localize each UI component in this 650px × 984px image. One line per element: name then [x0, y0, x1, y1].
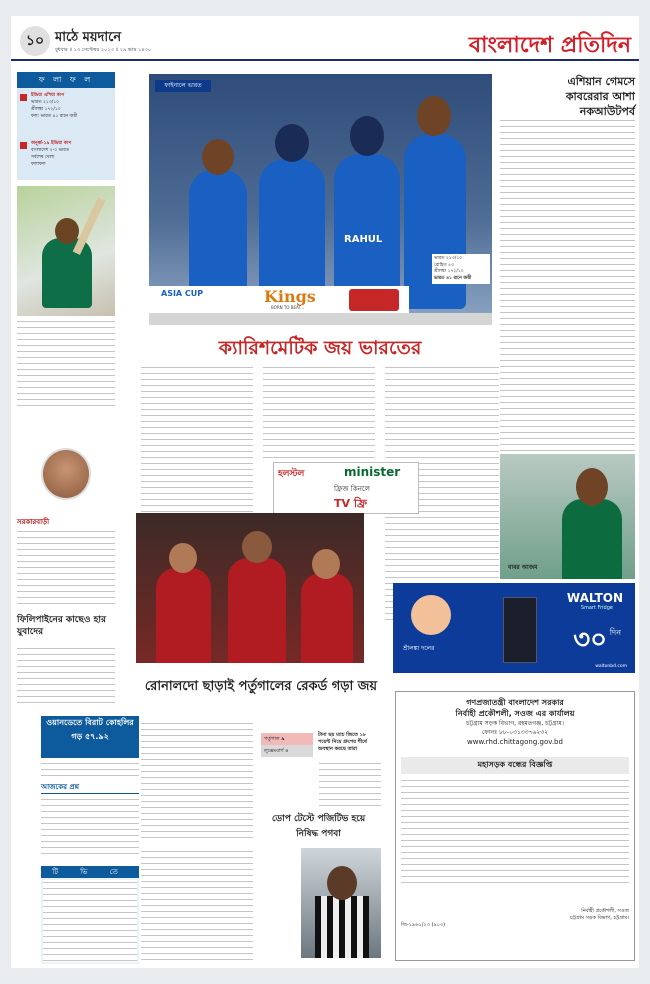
- story-column: [141, 721, 253, 839]
- headline-line: কাবরেরার আশা: [565, 90, 635, 103]
- tv-title: টি ভি তে: [41, 866, 139, 878]
- player-face: [411, 595, 451, 635]
- photo-caption: বাবর আজম: [508, 564, 538, 571]
- result-line: শ্রীলঙ্কা ১৭২/১০: [31, 107, 61, 112]
- columnist-avatar: [41, 448, 91, 500]
- walton-logo: WALTON: [566, 591, 623, 605]
- kings-logo: Kings: [264, 287, 316, 306]
- page-number: ১০: [20, 26, 50, 56]
- babar-photo: [500, 454, 635, 579]
- photo-caption: [17, 319, 115, 409]
- pogba-photo: [301, 848, 381, 958]
- sponsor-strip: [149, 286, 409, 313]
- pogba-headline: ডোপ টেস্টে পজিটিভ হয়ে নিষিদ্ধ পগবা: [271, 814, 366, 839]
- quiz-body: [41, 797, 139, 855]
- kings-tagline: BORN TO BEAT...: [271, 305, 305, 310]
- score-line: ভারত ২১৩/১০: [434, 256, 463, 261]
- column-title: সরকারবাড়ী: [17, 518, 50, 526]
- notice-heading: মহাসড়ক বন্ধের বিজ্ঞপ্তি: [401, 757, 629, 774]
- stat-box: [41, 716, 139, 758]
- ad-brand: হলস্টল: [278, 469, 305, 479]
- notice-title: গণপ্রজাতন্ত্রী বাংলাদেশ সরকার: [466, 698, 564, 707]
- minister-ad: [273, 462, 419, 514]
- jersey-name: RAHUL: [344, 234, 383, 245]
- player-figure: [156, 568, 211, 663]
- player-head: [327, 866, 357, 900]
- walton-days: ৩০: [573, 625, 607, 655]
- player-shirt: [562, 499, 622, 579]
- score-card: [432, 254, 490, 284]
- score-line: ভারত ৪১ রানে জয়ী: [434, 275, 472, 281]
- main-headline: ক্যারিশমেটিক জয় ভারতের: [218, 337, 422, 359]
- result-title: ইন্ডিয়া এশিয়া কাপ: [31, 93, 65, 98]
- story-column: [141, 849, 253, 961]
- notice-address: চট্টগ্রাম সড়ক বিভাগ, রহমতগঞ্জ, চট্টগ্রাম।: [466, 720, 564, 727]
- ad-sub: ফ্রিজ কিনলে: [334, 485, 370, 493]
- score-line: শ্রীলঙ্কা ১৭২/১০: [434, 269, 464, 274]
- player-head: [312, 549, 340, 579]
- walton-unit: দিন: [609, 628, 621, 637]
- score-line: রোহিত ৫৩: [434, 262, 454, 268]
- player-figure: [228, 558, 286, 663]
- headline-line: এশিয়ান গেমসে: [567, 75, 635, 88]
- story-column: [263, 365, 375, 460]
- team-score: ০: [285, 748, 289, 754]
- side-headline: [500, 74, 635, 119]
- result-line: সর্বশেষ খেলা: [31, 155, 55, 160]
- section-title: মাঠে ময়দানে: [55, 30, 122, 45]
- player-figure: [301, 573, 353, 663]
- ad-offer: TV ফ্রি: [334, 497, 367, 510]
- notice-phone: ফোনঃ ৮৮-০৩১৩৩৭৬২৩২: [481, 729, 549, 736]
- side-story-body: [500, 118, 635, 453]
- portugal-photo: [136, 513, 364, 663]
- notice-ref: জি-১৯৬১/২৩ (৯০৩): [401, 922, 446, 928]
- price-badge: [349, 289, 399, 311]
- result-item: [31, 140, 111, 168]
- stat-title: ওয়ানডেতে বিরাট কোহলির: [46, 718, 134, 727]
- tv-schedule: [41, 866, 139, 964]
- walton-player: শ্রীলঙ্কা দলের: [403, 645, 435, 652]
- story-column: [319, 761, 381, 806]
- ronaldo-headline: রোনালদো ছাড়াই পর্তুগালের রেকর্ড গড়া জয়: [144, 679, 378, 694]
- issue-date: বুধবার ॥ ১৩ সেপ্টেম্বর ২০২৩ ॥ ২৯ ভাদ্র ১৪৩০: [55, 47, 152, 53]
- score-row: [261, 745, 313, 757]
- player-shirt: [42, 238, 92, 308]
- batsman-photo: [17, 186, 115, 316]
- stat-body: [41, 761, 139, 779]
- results-box: [17, 72, 115, 180]
- team-name: লুক্সেমবার্গ: [264, 748, 284, 754]
- newspaper-page: [11, 16, 639, 968]
- player-head: [576, 468, 608, 506]
- result-title: অনূর্ধ্ব-১৯ ইন্ডিয়া কাপ: [31, 141, 72, 146]
- quiz-title: আজকের প্রশ্ন: [41, 781, 139, 794]
- player-head: [242, 531, 272, 563]
- score-table: [261, 733, 313, 757]
- result-line: ফলাফল: [31, 162, 46, 167]
- pull-quote: টানা ছয় ম্যাচ জিতে ১৮ পয়েন্ট নিয়ে গ্রুপের শীর্ষে অবস্থান করছে তারা: [318, 732, 367, 752]
- player-head: [417, 96, 451, 136]
- player-head: [169, 543, 197, 573]
- team-score: ৯: [281, 736, 285, 742]
- walton-sub: Smart Fridge: [580, 605, 613, 611]
- notice-sign-office: চট্টগ্রাম সড়ক বিভাগ, চট্টগ্রাম।: [570, 915, 629, 921]
- player-shirt: [315, 896, 369, 958]
- column-body: [17, 529, 115, 609]
- story-body: [17, 646, 115, 708]
- notice-website: www.rhd.chittagong.gov.bd: [467, 738, 563, 746]
- result-line: ফল: ভারত ৪১ রানে জয়ী: [31, 114, 78, 119]
- walton-site: waltonbd.com: [595, 664, 627, 669]
- results-title: ফ লা ফ ল: [17, 72, 115, 88]
- page-header: [11, 16, 639, 61]
- ad-brand: minister: [344, 465, 401, 479]
- notice-signature: নির্বাহী প্রকৌশলী, সওজ: [581, 908, 629, 914]
- hero-photo: [149, 74, 492, 313]
- headline-line: নকআউটপর্ব: [579, 105, 635, 118]
- result-line: ভারত ২১৩/১০: [31, 100, 60, 105]
- govt-notice: [395, 691, 635, 961]
- player-head: [202, 139, 234, 175]
- score-row: [261, 733, 313, 745]
- result-bullet-icon: [20, 94, 27, 101]
- brand-logo: বাংলাদেশ প্রতিদিন: [468, 32, 631, 58]
- asia-cup-logo: ASIA CUP: [161, 289, 204, 298]
- quiz-box: [41, 781, 139, 855]
- fridge-icon: [503, 597, 537, 663]
- result-item: [31, 92, 111, 120]
- player-helmet: [350, 116, 384, 156]
- stat-value: গড় ৫৭.৯২: [71, 732, 109, 741]
- result-bullet-icon: [20, 142, 27, 149]
- social-strip: [149, 313, 492, 325]
- hero-tag: ফাইনালে ভারত: [155, 80, 211, 92]
- notice-office: নির্বাহী প্রকৌশলী, সওজ এর কার্যালয়: [455, 709, 575, 718]
- story-headline: ফিলিপাইনের কাছেও হার যুবাদের: [17, 615, 106, 637]
- player-head: [55, 218, 79, 244]
- notice-body: [401, 778, 629, 888]
- result-line: বাংলাদেশ ২-০ ভারত: [31, 148, 70, 153]
- player-helmet: [275, 124, 309, 162]
- tv-listing: [43, 880, 137, 962]
- team-name: পর্তুগাল: [264, 736, 280, 742]
- walton-ad: [393, 583, 635, 673]
